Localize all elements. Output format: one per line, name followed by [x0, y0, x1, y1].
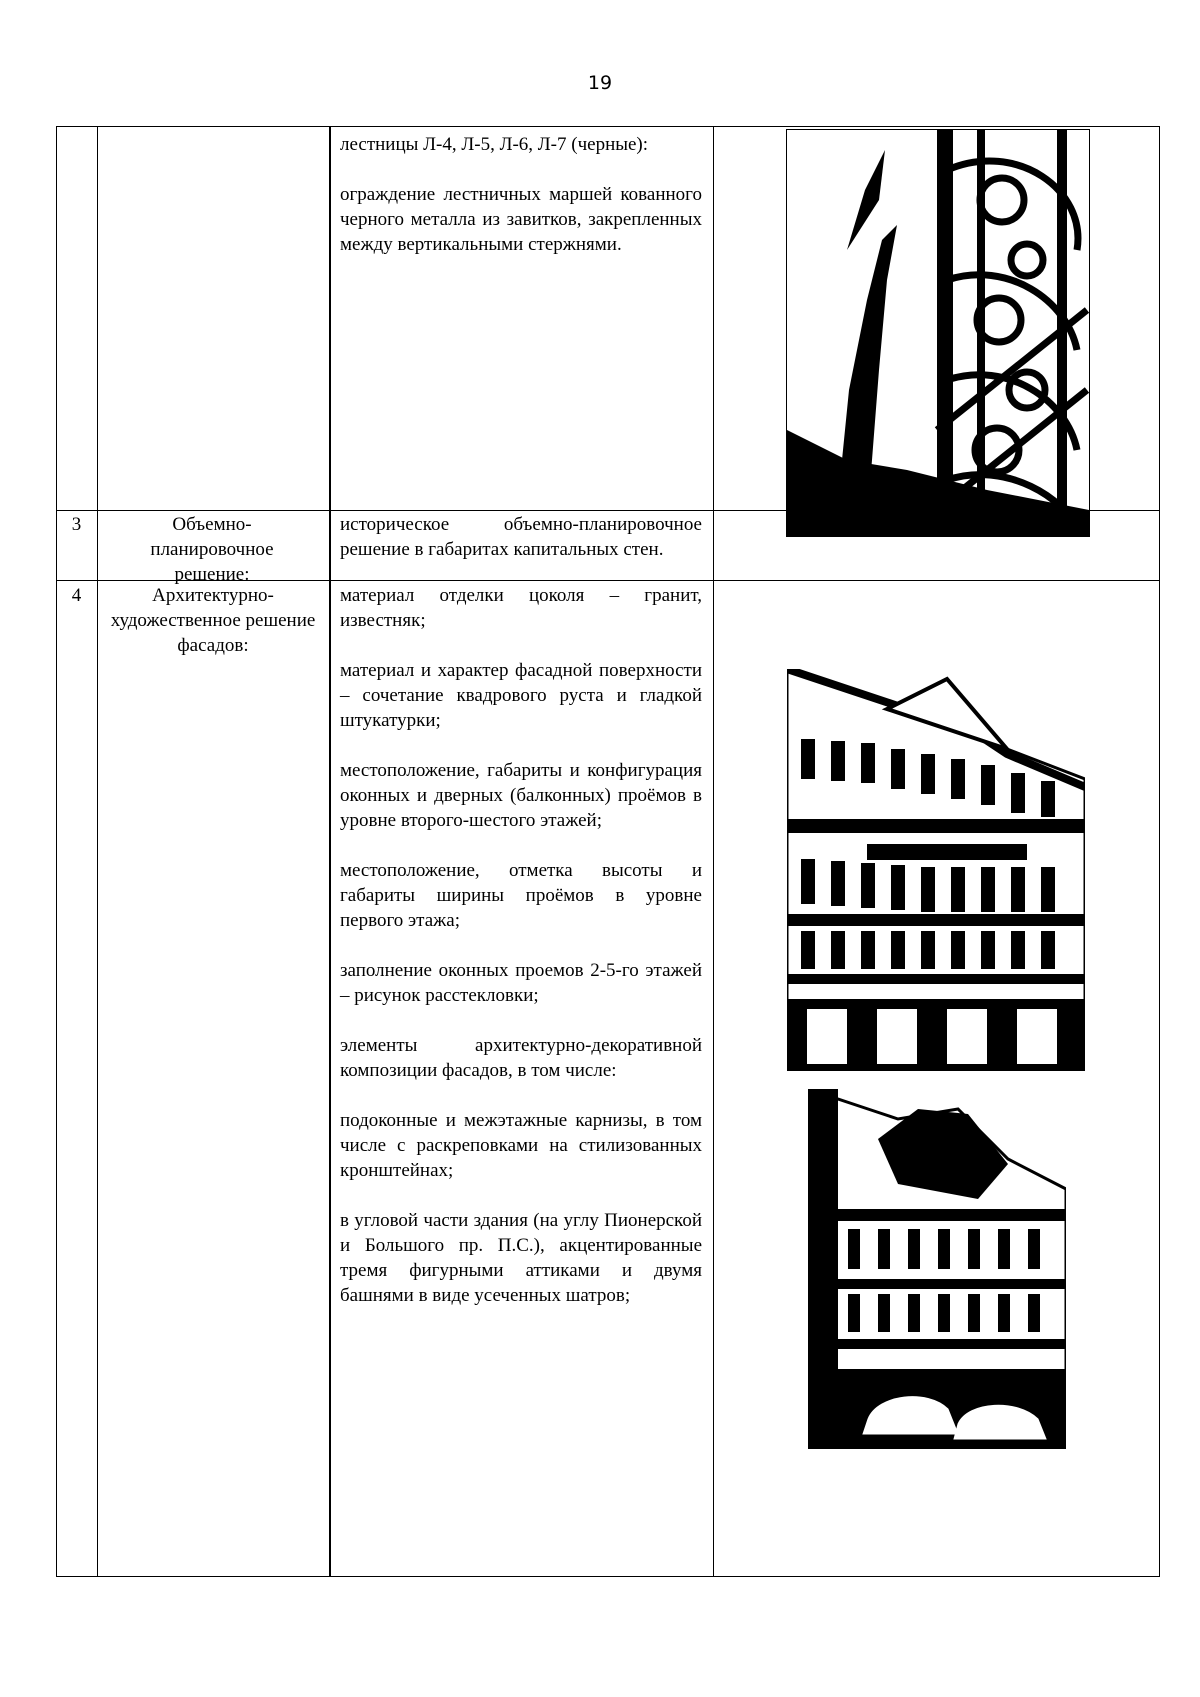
page-number: 19: [587, 72, 613, 94]
table-border-right: [1159, 126, 1160, 1577]
row-number: 3: [71, 514, 82, 535]
building-corner-photo: [808, 1089, 1066, 1449]
wrought-iron-railing-photo: [786, 129, 1090, 537]
table-border-top: [56, 126, 1160, 127]
description-text: материал отделки цоколя – гранит, известняк;: [340, 585, 702, 631]
document-table: [56, 126, 1160, 1577]
description-text: лестницы Л-4, Л-5, Л-6, Л-7 (черные):: [340, 134, 649, 155]
description-text: ограждение лестничных маршей кованного черного металла из завитков, закрепленных между вертикальными стержнями.: [340, 184, 702, 255]
row-number: 4: [71, 585, 82, 606]
description-text: подоконные и межэтажные карнизы, в том числе с раскреповками на стилизованных кронштейнах;: [340, 1110, 702, 1181]
column-divider: [97, 126, 98, 1577]
building-facade-photo: [787, 669, 1085, 1071]
table-row: [340, 132, 702, 257]
description-text: местоположение, отметка высоты и габариты ширины проёмов в уровне первого этажа;: [340, 860, 702, 931]
row-title: Архитектурно-художественное решение фасадов:: [110, 585, 316, 656]
description-text: в угловой части здания (на углу Пионерской и Большого пр. П.С.), акцентированные тремя фигурными аттиками и двумя башнями в виде усеченных шатров;: [340, 1210, 702, 1306]
row-title: Объемно-планировочное решение:: [150, 514, 274, 585]
column-divider: [329, 126, 331, 1577]
table-row: [340, 512, 702, 562]
description-text: элементы архитектурно-декоративной композиции фасадов, в том числе:: [340, 1035, 702, 1081]
description-text: историческое объемно-планировочное решение в габаритах капитальных стен.: [340, 514, 702, 560]
column-divider: [713, 126, 714, 1577]
description-text: материал и характер фасадной поверхности – сочетание квадрового руста и гладкой штукатурки;: [340, 660, 702, 731]
table-row: [340, 583, 702, 1308]
description-text: местоположение, габариты и конфигурация оконных и дверных (балконных) проёмов в уровне второго-шестого этажей;: [340, 760, 702, 831]
table-border-left: [56, 126, 57, 1577]
description-text: заполнение оконных проемов 2-5-го этажей – рисунок расстекловки;: [340, 960, 702, 1006]
table-border-bottom: [56, 1576, 1160, 1577]
